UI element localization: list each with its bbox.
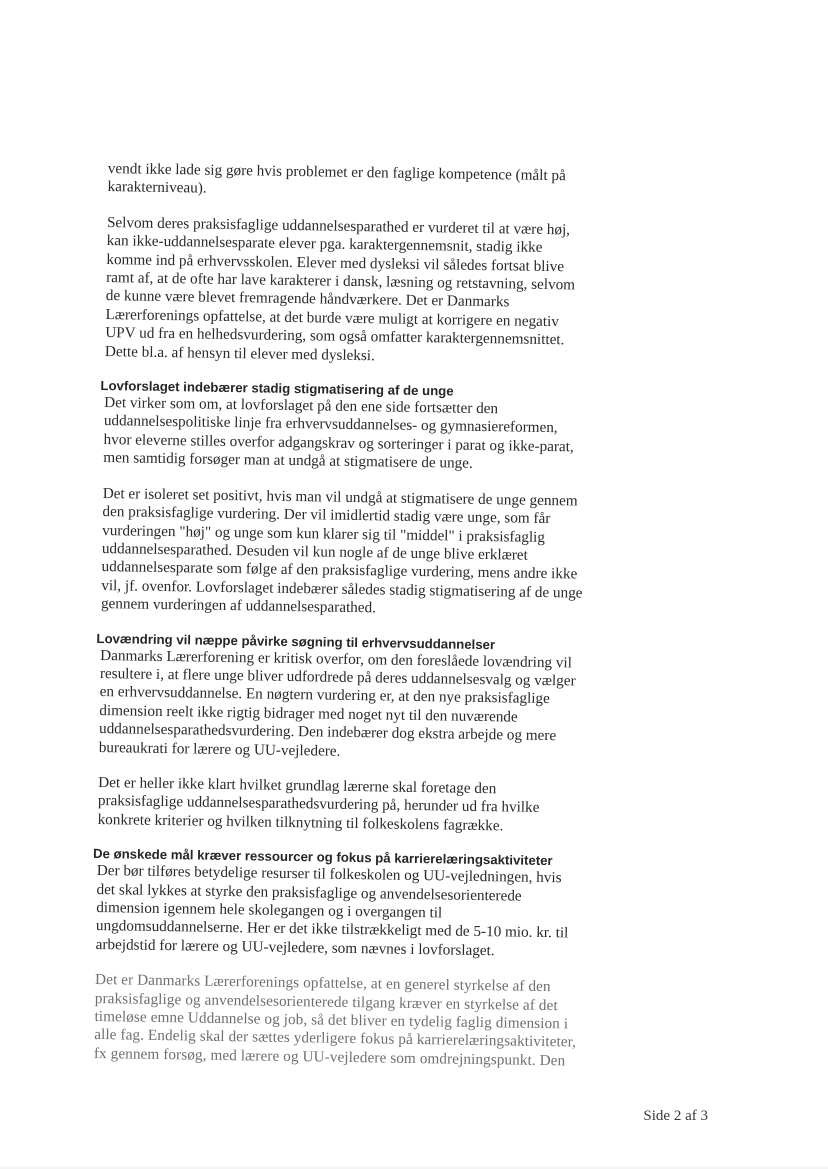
document-body <box>90 160 592 1088</box>
section-heading: De ønskede mål kræver ressourcer og fokus på karrierelæringsaktiviteter <box>92 846 553 869</box>
paragraph-continued: vendt ikke lade sig gøre hvis problemet er den faglige kompetence (målt på karakterniveau). <box>107 160 566 198</box>
paragraph: Det virker som om, at lovforslaget på den ene side fortsætter den uddannelsespolitiske linje fra erhvervsuddannelses- og gymnasiereformen, hvor eleverne stilles overfor adgangskrav og sorteringer i parat og ikke-parat, men samtidig forsøger man at undgå at stigmatisere de unge. <box>103 394 574 473</box>
page-number: Side 2 af 3 <box>643 1108 708 1124</box>
section-stigmatisering <box>97 378 589 621</box>
paragraph: Det er Danmarks Lærerforenings opfattelse, at en generel styrkelse af den praksisfaglige og anvendelsesorienterede tilgang kræver en styrkelse af det timeløse emne Uddannelse og job, så det bliver en tydelig faglig dimension i alle fag. Endelig skal der sættes yderligere fokus på karrierelæringsaktiviteter, fx gennem forsøg, med lærere og UU-vejledere som omdrejningspunkt. Den <box>93 971 577 1070</box>
paragraph: Der bør tilføres betydelige resurser til folkeskolen og UU-vejledningen, hvis det skal lykkes at styrke den praksisfaglige og anvendelsesorienterede dimension igennem hele skolegangen og i overgangen til ungdomsuddannelserne. Her er det ikke tilstrækkeligt med de 5-10 mio. kr. til arbejdstid for lærere og UU-vejledere, som nævnes i lovforslaget. <box>95 862 569 960</box>
scan-edge <box>0 1165 828 1169</box>
section-heading: Lovændring vil næppe påvirke søgning til erhvervsuddannelser <box>96 630 496 652</box>
paragraph: Danmarks Lærerforening er kritisk overfor, om den foreslåede lovændring vil resultere i, at flere unge bliver udfordrede på deres uddannelsesvalg og vælger en erhvervsuddannelse. En nøgtern vurdering er, at den nye praksisfaglige dimension reelt ikke rigtig bidrager med noget nyt til den nuværende uddannelsesparathedsvurdering. Den indebærer dog ekstra arbejde og mere bureaukrati for lærere og UU-vejledere. <box>98 646 576 760</box>
paragraph-dysleksi: Selvom deres praksisfaglige uddannelsesparathed er vurderet til at være høj, kan ikke-uddannelsesparate elever pga. karaktergennemsnit, stadig ikke komme ind på erhvervsskolen. Elever med dysleksi vil således fortsat blive ramt af, at de ofte har lave karakterer i dansk, læsning og retstavning, selvom de kunne være blevet fremragende håndværkere. Det er Danmarks Lærerforenings opfattelse, at det burde være muligt at korrigere en negativ UPV ud fra en helhedsvurdering, som også omfatter karaktergennemsnittet. Dette bl.a. af hensyn til elever med dysleksi. <box>104 213 576 364</box>
paragraph: Det er isoleret set positivt, hvis man vil undgå at stigmatisere de unge gennem den praksisfaglige vurdering. Der vil imidlertid stadig være unge, som får vurderingen "høj" og unge som kun klarer sig til "middel" i praksisfaglig uddannelsesparathed. Desuden vil kun nogle af de unge blive erklæret uddannelsesparate som følge af den praksisfaglige vurdering, mens andre ikke vil, jf. ovenfor. Lovforslaget indebærer således stadig stigmatisering af de unge gennem vurderingen af uddannelsesparathed. <box>100 484 583 617</box>
paragraph: Det er heller ikke klart hvilket grundlag lærerne skal foretage den praksisfaglige uddannelsesparathedsvurdering på, herunder ud fra hvilke konkrete kriterier og hvilken tilknytning til folkeskolens fagrække. <box>97 773 540 835</box>
section-heading: Lovforslaget indebærer stadig stigmatisering af de unge <box>100 378 454 399</box>
section-ressourcer <box>90 846 581 1071</box>
section-lovaendring <box>93 630 584 836</box>
